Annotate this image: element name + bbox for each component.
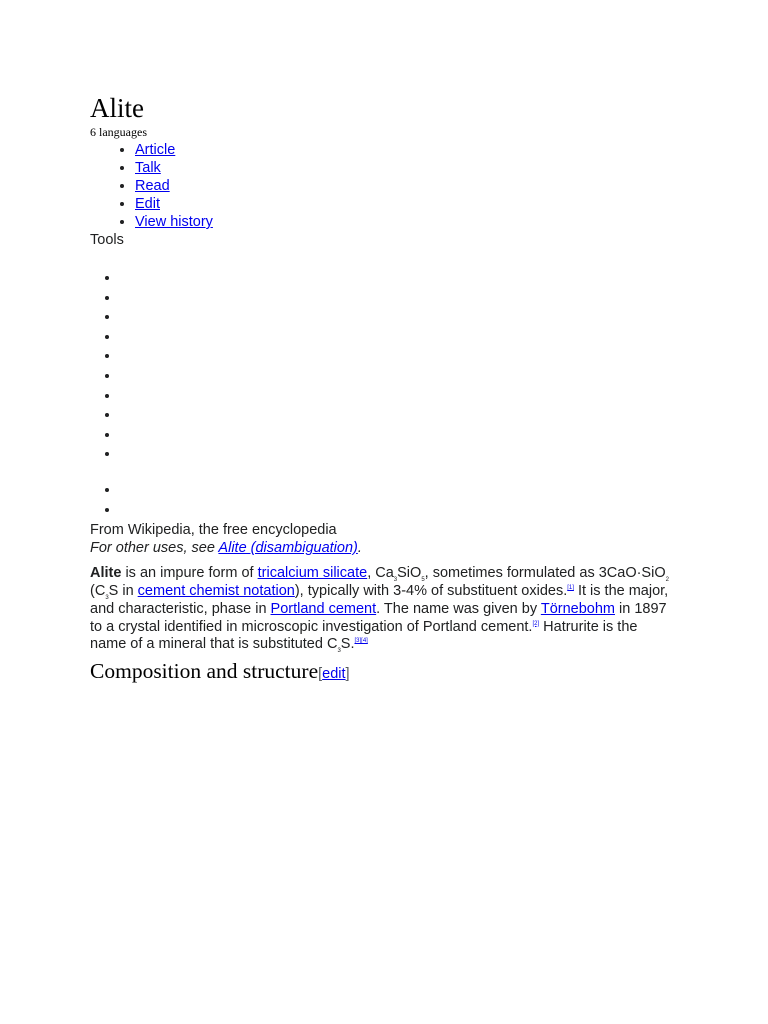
hatnote bbox=[90, 539, 670, 557]
list-item bbox=[120, 307, 670, 327]
tab-read-link[interactable]: Read bbox=[135, 178, 170, 194]
tab-talk-link[interactable]: Talk bbox=[135, 160, 161, 176]
intro-bold-term: Alite bbox=[90, 565, 122, 582]
hatnote-suffix: . bbox=[357, 540, 362, 557]
edit-bracket-open: [ bbox=[318, 666, 323, 683]
language-selector[interactable]: 6 languages bbox=[90, 125, 147, 139]
tab-article bbox=[135, 141, 670, 159]
intro-text: (C bbox=[90, 582, 106, 599]
site-tagline: From Wikipedia, the free encyclopedia bbox=[90, 522, 337, 539]
intro-paragraph bbox=[90, 565, 670, 654]
section-heading bbox=[90, 658, 670, 687]
list-item bbox=[120, 346, 670, 366]
intro-text: , Ca bbox=[367, 565, 394, 582]
reference-3-4-link[interactable]: [3][4] bbox=[354, 638, 368, 645]
tab-article-link[interactable]: Article bbox=[135, 142, 176, 158]
reference-2-link[interactable]: [2] bbox=[532, 620, 540, 627]
intro-text: . The name was given by bbox=[376, 600, 541, 617]
list-item bbox=[120, 500, 670, 520]
intro-text: in 1897 to a crystal identified in microscopic investigation of Portland cement. bbox=[90, 600, 667, 635]
intro-text: Hatrurite is the name of a mineral that is substituted C bbox=[90, 618, 638, 653]
list-item bbox=[120, 366, 670, 386]
section-edit-link[interactable]: edit bbox=[322, 666, 346, 683]
list-item bbox=[120, 386, 670, 406]
tab-edit-link[interactable]: Edit bbox=[135, 196, 160, 212]
list-item bbox=[120, 288, 670, 308]
subscript: 2 bbox=[665, 577, 669, 584]
tab-view-history bbox=[135, 213, 670, 231]
hatnote-prefix: For other uses, see bbox=[90, 540, 219, 557]
subscript: 3 bbox=[393, 577, 398, 584]
edit-bracket-close: ] bbox=[345, 666, 350, 683]
tab-edit bbox=[135, 195, 670, 213]
intro-text: is an impure form of bbox=[121, 565, 258, 582]
tools-menu[interactable]: Tools bbox=[90, 232, 124, 248]
intro-text: SiO bbox=[397, 565, 422, 582]
tab-read bbox=[135, 177, 670, 195]
list-item bbox=[120, 405, 670, 425]
subscript: 5 bbox=[421, 577, 425, 584]
portland-cement-link[interactable]: Portland cement bbox=[270, 600, 377, 617]
page-title: Alite bbox=[90, 93, 144, 123]
list-item bbox=[120, 425, 670, 445]
section-edit bbox=[318, 666, 349, 682]
tricalcium-silicate-link[interactable]: tricalcium silicate bbox=[257, 565, 368, 582]
disambiguation-link[interactable]: Alite (disambiguation) bbox=[218, 540, 358, 557]
intro-text: S. bbox=[340, 636, 355, 653]
subscript: 3 bbox=[105, 594, 109, 601]
tools-list-secondary bbox=[90, 480, 670, 519]
tab-view-history-link[interactable]: View history bbox=[135, 214, 213, 230]
article-page bbox=[90, 92, 670, 687]
intro-text: S in bbox=[108, 582, 138, 599]
list-item bbox=[120, 480, 670, 500]
cement-chemist-notation-link[interactable]: cement chemist notation bbox=[137, 582, 295, 599]
reference-1-link[interactable]: [1] bbox=[567, 585, 574, 592]
tornebohm-link[interactable]: Törnebohm bbox=[540, 600, 615, 617]
tab-talk bbox=[135, 159, 670, 177]
tools-list bbox=[90, 268, 670, 464]
list-item bbox=[120, 268, 670, 288]
subscript: 3 bbox=[337, 648, 341, 655]
list-item bbox=[120, 444, 670, 464]
intro-text: ), typically with 3-4% of substituent oxides. bbox=[294, 582, 568, 599]
section-title: Composition and structure bbox=[90, 659, 319, 684]
intro-text: , sometimes formulated as 3CaO·SiO bbox=[424, 565, 666, 582]
intro-text: It is the major, and characteristic, phase in bbox=[90, 582, 669, 617]
list-item bbox=[120, 327, 670, 347]
page-tabs bbox=[90, 141, 670, 231]
